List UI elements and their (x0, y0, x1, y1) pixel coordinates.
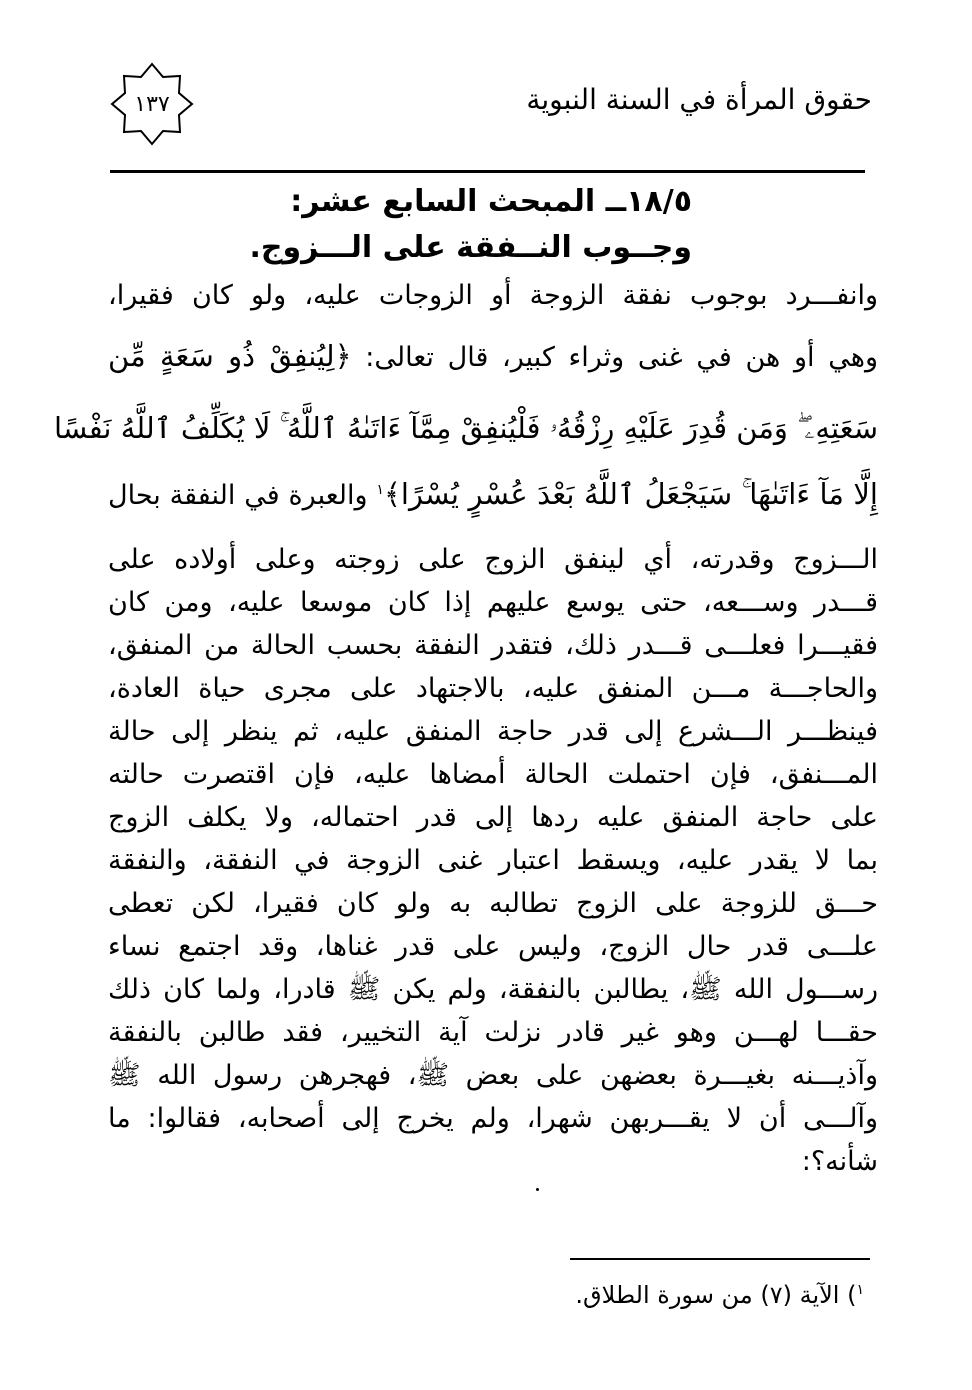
section-number-heading: ١٨/٥ــ المبحث السابع عشر: (290, 184, 692, 219)
body-line-9: فينظـــر الـــشرع إلى قدر حاجة المنفق عليه، ثم ينظر إلى حالة (108, 716, 878, 747)
body-line-17: وآذيـــنه بغيـــرة بعضهن على بعض ﷺ، فهجرهن رسول الله ﷺ (108, 1060, 878, 1091)
footnote (575, 1272, 864, 1313)
body-line-6: قـــدر وســـعه، حتى يوسع عليهم إذا كان موسعا عليه، ومن كان (108, 587, 878, 618)
body-line-15: رســـول الله ﷺ، يطالبن بالنفقة، ولم يكن ﷺ قادرا، ولما كان ذلك (108, 974, 878, 1005)
body-line-1: وانفـــرد بوجوب نفقة الزوجة أو الزوجات عليه، ولو كان فقيرا، (108, 280, 878, 311)
body-line-18: وآلـــى أن لا يقـــربهن شهرا، ولم يخرج إلى أصحابه، فقالوا: ما (108, 1103, 878, 1134)
footnote-divider (570, 1258, 870, 1260)
body-line-5: الـــزوج وقدرته، أي لينفق الزوج على زوجته وعلى أولاده على (108, 544, 878, 575)
body-line-13: حـــق للزوجة على الزوج تطالبه به ولو كان فقيرا، لكن تعطى (108, 888, 878, 919)
section-title-heading: وجــوب النــفقة على الـــزوج. (249, 230, 692, 265)
footnote-marker: ١ (856, 1282, 864, 1298)
body-line-19: شأنه؟: (801, 1146, 878, 1177)
header-divider (110, 170, 865, 173)
body-line-8: والحاجـــة مـــن المنفق عليه، بالاجتهاد على مجرى حياة العادة، (108, 673, 878, 704)
quran-verse: ﴿لِيُنفِقْ ذُو سَعَةٍ مِّن (108, 339, 352, 373)
footnote-text: ) الآية (٧) من سورة الطلاق. (575, 1281, 857, 1309)
running-title: حقوق المرأة في السنة النبوية (526, 83, 872, 116)
stray-dot (536, 1188, 539, 1191)
page-number: ١٣٧ (134, 91, 170, 117)
page-number-badge (108, 60, 196, 148)
body-line-7: فقيـــرا فعلـــى قـــدر ذلك، فتقدر النفقة بحسب الحالة من المنفق، (108, 630, 878, 661)
body-line-16: حقـــا لهـــن وهو غير قادر نزلت آية التخيير، فقد طالبن بالنفقة (108, 1017, 878, 1048)
body-text: وهي أو هن في غنى وثراء كبير، قال تعالى: (365, 342, 878, 373)
body-line-4 (108, 470, 878, 516)
quran-verse-line: سَعَتِهِۦ ۖ وَمَن قُدِرَ عَلَيْهِ رِزْقُهُۥ فَلْيُنفِقْ مِمَّآ ءَاتَىٰهُ ٱللَّهُ ۚ لَا يُكَلِّفُ ٱللَّهُ نَفْسًا (54, 411, 878, 445)
quran-verse-end: إِلَّا مَآ ءَاتَىٰهَا ۚ سَيَجْعَلُ ٱللَّهُ بَعْدَ عُسْرٍ يُسْرًا﴾ (383, 477, 878, 511)
body-text: والعبرة في النفقة بحال (108, 480, 368, 511)
footnote-ref[interactable]: ١ (376, 482, 384, 498)
body-line-14: علـــى قدر حال الزوج، وليس على قدر غناها، وقد اجتمع نساء (108, 931, 878, 962)
body-line-12: بما لا يقدر عليه، ويسقط اعتبار غنى الزوجة في النفقة، والنفقة (108, 845, 878, 876)
body-line-11: على حاجة المنفق عليه ردها إلى قدر احتماله، ولا يكلف الزوج (108, 802, 878, 833)
body-line-2 (108, 336, 878, 378)
body-line-10: المـــنفق، فإن احتملت الحالة أمضاها عليه، فإن اقتصرت حالته (108, 759, 878, 790)
